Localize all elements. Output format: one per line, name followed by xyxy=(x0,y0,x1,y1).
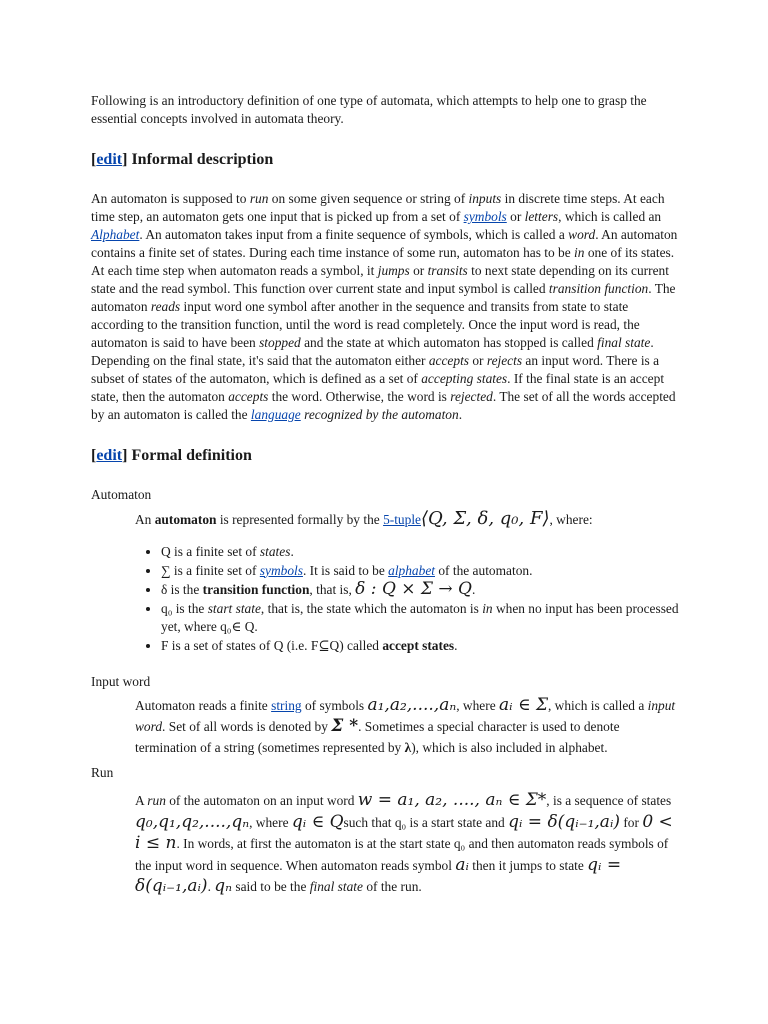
section-title-formal: Formal definition xyxy=(131,447,252,464)
list-item: • F is a set of states of Q (i.e. F⊆Q) called accept states. xyxy=(161,637,681,656)
alphabet-link-2[interactable]: alphabet xyxy=(388,562,435,578)
term-automaton: Automaton xyxy=(91,487,152,502)
term-run: Run xyxy=(91,765,114,780)
five-tuple-link[interactable]: 5-tuple xyxy=(383,512,421,527)
section-heading-informal: [edit] Informal description xyxy=(91,151,274,168)
list-item: • δ is the transition function, that is, δ : Q × Σ → Q. xyxy=(161,580,681,600)
section-heading-formal: [edit] Formal definition xyxy=(91,447,252,464)
term-input-word: Input word xyxy=(91,674,151,689)
run-definition: A run of the automaton on an input word w = a₁, a₂, ...., aₙ ∈ Σ*, is a sequence of states q₀,q₁,q₂,....,qₙ, where qᵢ ∈ Qsuch that q₀ is a start state and qᵢ = δ(qᵢ₋₁,aᵢ) for 0 < i ≤ n. In words, at first the automaton is at the start state q₀ and then automaton reads symbols of the input word in sequence. When automaton reads symbol aᵢ then it jumps to state qᵢ = δ(qᵢ₋₁,aᵢ). qₙ said to be the final state of the run. xyxy=(135,790,673,896)
input-word-definition: Automaton reads a finite string of symbols a₁,a₂,....,aₙ, where aᵢ ∈ Σ, which is called a input word. Set of all words is denoted by Σ *. Sometimes a special character is used to denote termination of a string (sometimes represented by λ), which is also included in alphabet. xyxy=(135,695,676,755)
edit-link-informal[interactable]: edit xyxy=(96,151,123,168)
transition-formula: δ : Q × Σ → Q xyxy=(355,579,472,599)
intro-paragraph: Following is an introductory definition of one type of automata, which attempts to help one to grasp the essential concepts involved in automata theory. xyxy=(91,93,647,126)
list-item: • q₀ is the start state, that is, the state which the automaton is in when no input has been processed yet, where q₀∈ Q. xyxy=(161,600,681,637)
article-body xyxy=(91,92,681,898)
edit-link-formal[interactable]: edit xyxy=(96,447,123,464)
informal-paragraph: An automaton is supposed to run on some given sequence or string of inputs in discrete time steps. At each time step, an automaton gets one input that is picked up from a set of symbols or letters, which is called an Alphabet. An automaton takes input from a finite sequence of symbols, which is called a word. An automaton contains a finite set of states. During each time instance of some run, automaton has to be in one of its states. At each time step when automaton reads a symbol, it jumps or transits to next state depending on its current state and the read symbol. This function over current state and input symbol is called transition function. The automaton reads input word one symbol after another in the sequence and transits from state to state according to the transition function, until the word is read completely. Once the input word is read, the automaton is said to have been stopped and the state at which automaton has stopped is called final state. Depending on the final state, it's said that the automaton either accepts or rejects an input word. There is a subset of states of the automaton, which is defined as a set of accepting states. If the final state is an accept state, then the automaton accepts the word. Otherwise, the word is rejected. The set of all the words accepted by an automaton is called the language recognized by the automaton. xyxy=(91,191,678,422)
symbols-link-2[interactable]: symbols xyxy=(259,562,303,578)
alphabet-link[interactable]: Alphabet xyxy=(91,227,140,242)
section-title-informal: Informal description xyxy=(131,151,274,168)
string-link[interactable]: string xyxy=(271,698,302,713)
symbols-link[interactable]: symbols xyxy=(463,209,507,224)
list-item: • ∑ is a finite set of symbols. It is said to be alphabet of the automaton. xyxy=(161,562,681,581)
language-link[interactable]: language xyxy=(250,407,301,422)
tuple-component-list xyxy=(135,543,681,655)
automaton-definition: An automaton is represented formally by the 5-tuple⟨Q, Σ, δ, q₀, F⟩, where: xyxy=(135,508,593,529)
tuple-formula: ⟨Q, Σ, δ, q₀, F⟩ xyxy=(421,508,550,529)
list-item: • Q is a finite set of states. xyxy=(161,543,681,562)
